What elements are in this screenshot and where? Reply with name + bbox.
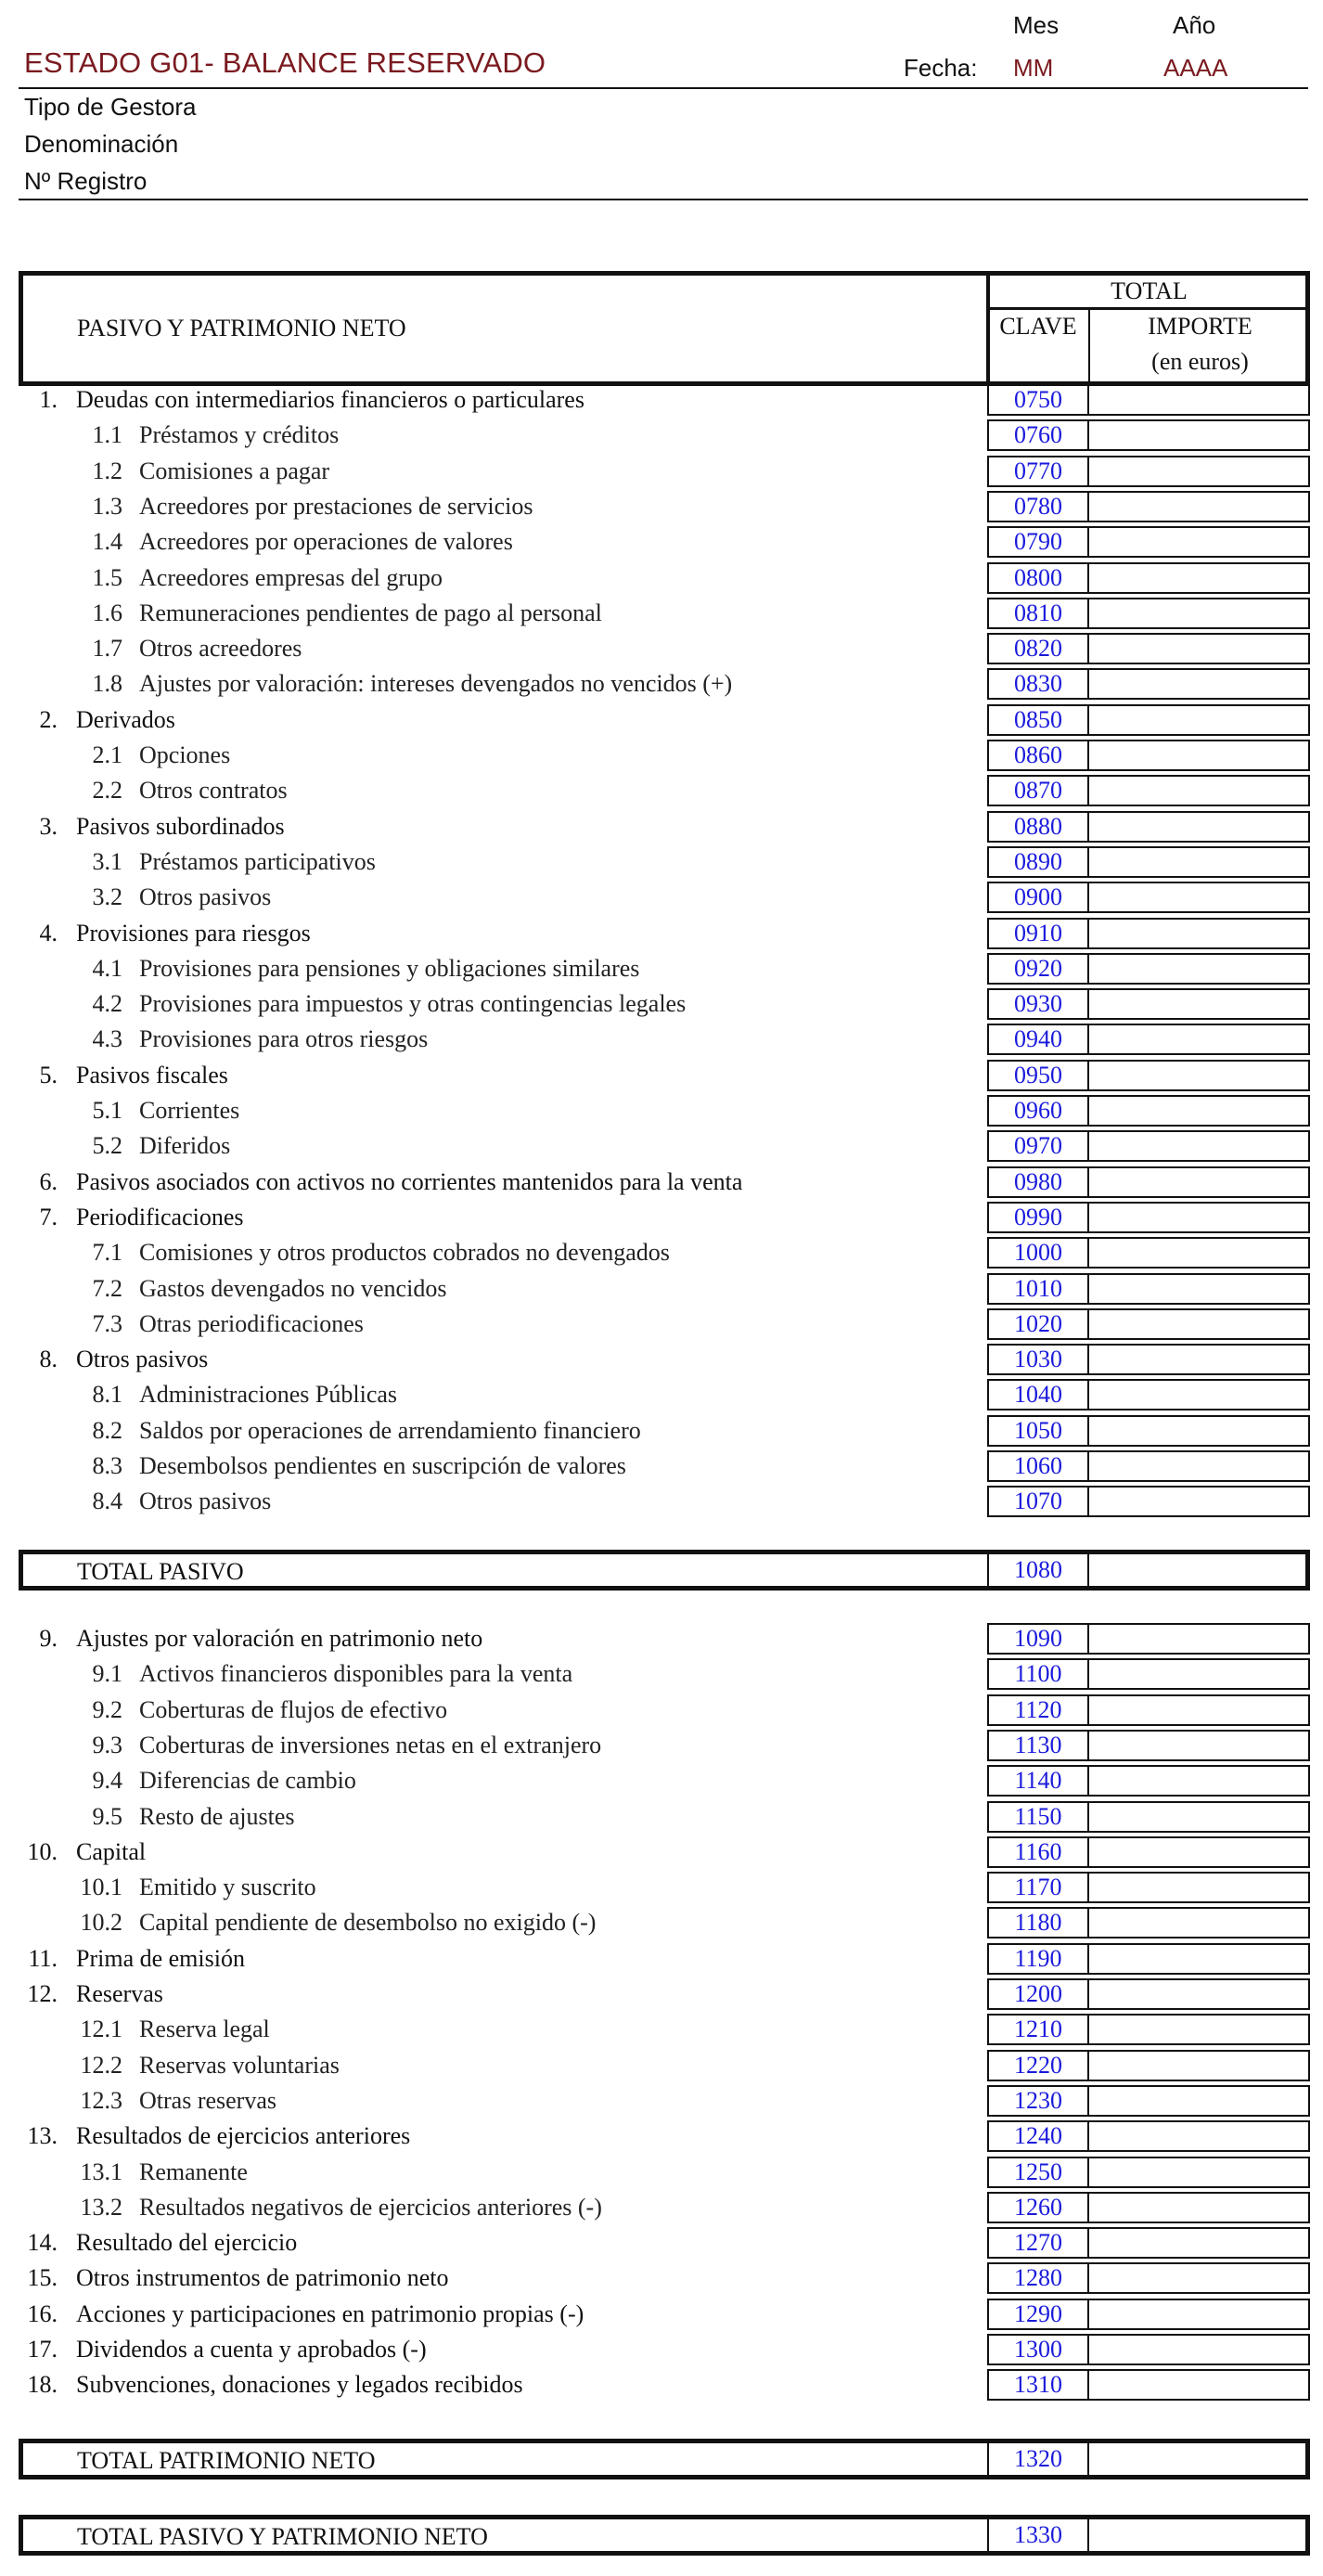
importe-input[interactable] xyxy=(1087,1130,1310,1162)
table-row xyxy=(19,1656,1310,1692)
row-number: 5. xyxy=(39,1061,58,1088)
importe-input[interactable] xyxy=(1087,1344,1310,1375)
table-row xyxy=(19,844,1310,880)
table-row xyxy=(19,1377,1310,1412)
importe-input[interactable] xyxy=(1087,526,1310,558)
row-number: 2.1 xyxy=(92,741,122,768)
importe-input[interactable] xyxy=(1087,2157,1310,2188)
importe-input[interactable] xyxy=(1087,2227,1310,2259)
clave-cell: 0850 xyxy=(987,704,1089,736)
row-number: 3.2 xyxy=(92,883,122,911)
row-number: 14. xyxy=(27,2229,58,2257)
row-label: Diferencias de cambio xyxy=(139,1767,356,1795)
clave-cell: 1020 xyxy=(987,1308,1089,1340)
clave-cell: 1250 xyxy=(987,2157,1089,2188)
clave-cell: 1160 xyxy=(987,1836,1089,1868)
row-number: 4. xyxy=(39,919,58,947)
row-number: 1.1 xyxy=(92,421,122,449)
importe-input[interactable] xyxy=(1087,882,1310,913)
row-number: 1. xyxy=(39,386,58,413)
importe-input[interactable] xyxy=(1087,1273,1310,1305)
row-number: 10.1 xyxy=(80,1874,122,1901)
clave-cell: 0820 xyxy=(987,633,1089,664)
clave-cell: 1180 xyxy=(987,1907,1089,1938)
row-label: Comisiones y otros productos cobrados no devengados xyxy=(139,1239,670,1267)
table-row xyxy=(19,2048,1310,2083)
clave-cell: 1220 xyxy=(987,2050,1089,2081)
row-number: 15. xyxy=(27,2264,58,2292)
clave-cell: 0960 xyxy=(987,1095,1089,1127)
table-row xyxy=(19,2083,1310,2119)
table-row xyxy=(19,809,1310,844)
clave-cell: 0890 xyxy=(987,846,1089,878)
total-pasivo-patrimonio-label: TOTAL PASIVO Y PATRIMONIO NETO xyxy=(77,2523,488,2550)
table-row xyxy=(19,1128,1310,1164)
importe-input[interactable] xyxy=(1087,491,1310,522)
ano-label: Año xyxy=(1173,11,1216,39)
table-row xyxy=(19,2012,1310,2047)
clave-cell: 1190 xyxy=(987,1943,1089,1975)
table-row xyxy=(19,596,1310,631)
clave-cell: 0860 xyxy=(987,740,1089,771)
clave-cell: 1130 xyxy=(987,1730,1089,1761)
importe-input[interactable] xyxy=(1087,1202,1310,1233)
table-row xyxy=(19,1271,1310,1307)
table-row xyxy=(19,631,1310,666)
table-row xyxy=(19,1484,1310,1519)
table-row xyxy=(19,1165,1310,1200)
clave-cell: 0810 xyxy=(987,598,1089,629)
table-row xyxy=(19,560,1310,596)
importe-input[interactable] xyxy=(1087,2192,1310,2223)
table-row xyxy=(19,1763,1310,1798)
importe-input[interactable] xyxy=(1087,918,1310,949)
row-number: 6. xyxy=(39,1167,58,1195)
clave-cell: 1200 xyxy=(987,1978,1089,2010)
table-row xyxy=(19,1307,1310,1342)
importe-input[interactable] xyxy=(1087,1943,1310,1975)
row-label: Provisiones para pensiones y obligaciones similares xyxy=(139,954,640,982)
clave-cell: 0970 xyxy=(987,1130,1089,1162)
registro-label: Nº Registro xyxy=(24,167,148,195)
row-number: 7.3 xyxy=(92,1309,122,1337)
row-label: Corrientes xyxy=(139,1097,240,1124)
table-row xyxy=(19,738,1310,773)
importe-input[interactable] xyxy=(1087,811,1310,843)
row-label: Otros instrumentos de patrimonio neto xyxy=(76,2264,449,2292)
row-label: Prima de emisión xyxy=(76,1944,245,1972)
table-row xyxy=(19,2260,1310,2296)
row-number: 12. xyxy=(27,1980,58,2007)
importe-input[interactable] xyxy=(1087,1486,1310,1517)
tipo-gestora-label: Tipo de Gestora xyxy=(24,93,197,121)
clave-cell: 0940 xyxy=(987,1024,1089,1055)
row-number: 1.4 xyxy=(92,528,122,556)
importe-input[interactable] xyxy=(1087,1730,1310,1761)
row-label: Acreedores empresas del grupo xyxy=(139,563,443,591)
table-row xyxy=(19,1022,1310,1057)
row-number: 5.2 xyxy=(92,1132,122,1160)
table-row xyxy=(19,2367,1310,2402)
importe-input[interactable] xyxy=(1087,1694,1310,1726)
row-label: Desembolsos pendientes en suscripción de valores xyxy=(139,1452,626,1479)
row-label: Emitido y suscrito xyxy=(139,1874,316,1901)
table-row xyxy=(19,2119,1310,2154)
denominacion-label: Denominación xyxy=(24,130,179,158)
importe-input[interactable] xyxy=(1087,633,1310,664)
row-number: 4.1 xyxy=(92,954,122,982)
row-label: Reserva legal xyxy=(139,2016,270,2043)
row-label: Derivados xyxy=(76,705,175,733)
importe-input[interactable] xyxy=(1087,988,1310,1020)
row-label: Capital pendiente de desembolso no exigido (-) xyxy=(139,1909,597,1937)
table-row xyxy=(19,1977,1310,2012)
row-number: 2. xyxy=(39,705,58,733)
table-row xyxy=(19,1835,1310,1870)
clave-cell: 0880 xyxy=(987,811,1089,843)
table-row xyxy=(19,1200,1310,1235)
row-number: 1.3 xyxy=(92,492,122,520)
row-number: 1.5 xyxy=(92,563,122,591)
row-number: 1.2 xyxy=(92,457,122,484)
table-row xyxy=(19,1870,1310,1905)
row-number: 12.3 xyxy=(80,2086,122,2114)
fecha-label: Fecha: xyxy=(904,54,978,82)
importe-input[interactable] xyxy=(1087,2334,1310,2365)
clave-cell: 1050 xyxy=(987,1415,1089,1447)
importe-input[interactable] xyxy=(1087,1623,1310,1655)
total-pasivo-patrimonio-clave: 1330 xyxy=(987,2515,1089,2556)
row-label: Acciones y participaciones en patrimonio propias (-) xyxy=(76,2299,584,2327)
row-number: 7. xyxy=(39,1203,58,1230)
importe-input[interactable] xyxy=(1087,1801,1310,1833)
table-row xyxy=(19,2225,1310,2260)
ano-field[interactable]: AAAA xyxy=(1163,54,1228,82)
header-bottom-divider xyxy=(19,199,1308,200)
table-row xyxy=(19,1413,1310,1449)
clave-cell: 1280 xyxy=(987,2262,1089,2294)
row-number: 12.2 xyxy=(80,2051,122,2079)
row-label: Ajustes por valoración: intereses devengados no vencidos (+) xyxy=(139,670,733,698)
row-label: Otras reservas xyxy=(139,2086,276,2114)
importe-input[interactable] xyxy=(1087,1978,1310,2010)
row-label: Diferidos xyxy=(139,1132,231,1160)
importe-input[interactable] xyxy=(1087,2050,1310,2081)
clave-cell: 0750 xyxy=(987,384,1089,416)
table-row xyxy=(19,2332,1310,2367)
total-patrimonio-row xyxy=(19,2439,1310,2479)
row-label: Ajustes por valoración en patrimonio neto xyxy=(76,1625,483,1652)
row-number: 3. xyxy=(39,812,58,840)
row-label: Préstamos y créditos xyxy=(139,421,340,449)
importe-input[interactable] xyxy=(1087,419,1310,451)
row-number: 13. xyxy=(27,2122,58,2150)
importe-input[interactable] xyxy=(1087,598,1310,629)
clave-cell: 1310 xyxy=(987,2369,1089,2401)
clave-cell: 1070 xyxy=(987,1486,1089,1517)
clave-cell: 1260 xyxy=(987,2192,1089,2223)
clave-cell: 0830 xyxy=(987,668,1089,700)
page-title: ESTADO G01- BALANCE RESERVADO xyxy=(24,46,546,79)
clave-cell: 0990 xyxy=(987,1202,1089,1233)
row-label: Otros pasivos xyxy=(139,883,272,911)
importe-input[interactable] xyxy=(1087,1658,1310,1690)
importe-input[interactable] xyxy=(1087,2014,1310,2045)
clave-cell: 0800 xyxy=(987,562,1089,594)
total-patrimonio-clave: 1320 xyxy=(987,2439,1089,2479)
row-number: 5.1 xyxy=(92,1097,122,1124)
importe-heading: IMPORTE xyxy=(1148,313,1252,340)
clave-cell: 1120 xyxy=(987,1694,1089,1726)
table-row xyxy=(19,986,1310,1022)
importe-input[interactable] xyxy=(1087,1450,1310,1482)
clave-cell: 1040 xyxy=(987,1379,1089,1410)
row-number: 1.6 xyxy=(92,599,122,626)
mes-field[interactable]: MM xyxy=(1013,54,1054,82)
total-heading: TOTAL xyxy=(1111,277,1188,304)
table-row xyxy=(19,880,1310,915)
row-label: Dividendos a cuenta y aprobados (-) xyxy=(76,2336,427,2363)
row-label: Pasivos fiscales xyxy=(76,1061,228,1088)
row-label: Deudas con intermediarios financieros o particulares xyxy=(76,386,584,413)
clave-cell: 1150 xyxy=(987,1801,1089,1833)
row-number: 4.3 xyxy=(92,1025,122,1053)
importe-input[interactable] xyxy=(1087,1765,1310,1797)
importe-input[interactable] xyxy=(1087,1024,1310,1055)
row-number: 13.2 xyxy=(80,2193,122,2221)
row-number: 8.1 xyxy=(92,1381,122,1409)
importe-input[interactable] xyxy=(1087,2085,1310,2117)
row-label: Provisiones para riesgos xyxy=(76,919,311,947)
row-label: Comisiones a pagar xyxy=(139,457,330,484)
row-number: 2.2 xyxy=(92,777,122,805)
row-number: 9.4 xyxy=(92,1767,122,1795)
table-row xyxy=(19,2190,1310,2225)
row-label: Otros contratos xyxy=(139,777,288,805)
importe-input[interactable] xyxy=(1087,668,1310,700)
clave-cell: 0950 xyxy=(987,1060,1089,1091)
clave-cell: 0900 xyxy=(987,882,1089,913)
row-number: 7.1 xyxy=(92,1239,122,1267)
clave-cell: 1100 xyxy=(987,1658,1089,1690)
total-underline xyxy=(988,307,1310,310)
table-row xyxy=(19,2297,1310,2332)
row-number: 13.1 xyxy=(80,2157,122,2185)
importe-input[interactable] xyxy=(1087,1308,1310,1340)
clave-cell: 0980 xyxy=(987,1166,1089,1198)
row-label: Coberturas de flujos de efectivo xyxy=(139,1695,448,1723)
clave-cell: 1010 xyxy=(987,1273,1089,1305)
importe-input[interactable] xyxy=(1087,2120,1310,2152)
row-label: Provisiones para impuestos y otras contingencias legales xyxy=(139,990,687,1018)
row-label: Préstamos participativos xyxy=(139,847,376,875)
importe-input[interactable] xyxy=(1087,1907,1310,1938)
header-divider xyxy=(19,87,1308,89)
importe-input[interactable] xyxy=(1087,2369,1310,2401)
clave-cell: 1230 xyxy=(987,2085,1089,2117)
importe-input[interactable] xyxy=(1087,704,1310,736)
table-row xyxy=(19,1693,1310,1728)
table-row xyxy=(19,1342,1310,1377)
table-row xyxy=(19,666,1310,702)
clave-heading: CLAVE xyxy=(999,313,1077,340)
row-number: 9. xyxy=(39,1625,58,1652)
importe-input[interactable] xyxy=(1087,1095,1310,1127)
clave-cell: 1210 xyxy=(987,2014,1089,2045)
mes-label: Mes xyxy=(1013,11,1060,39)
importe-input[interactable] xyxy=(1087,384,1310,416)
table-row xyxy=(19,1621,1310,1656)
clave-cell: 1060 xyxy=(987,1450,1089,1482)
clave-cell: 1240 xyxy=(987,2120,1089,2152)
total-pasivo-clave: 1080 xyxy=(987,1550,1089,1591)
table-row xyxy=(19,1728,1310,1763)
row-number: 16. xyxy=(27,2299,58,2327)
clave-cell: 1000 xyxy=(987,1237,1089,1269)
row-label: Pasivos asociados con activos no corrientes mantenidos para la venta xyxy=(76,1167,743,1195)
clave-cell: 0770 xyxy=(987,456,1089,487)
clave-cell: 0790 xyxy=(987,526,1089,558)
clave-cell: 1090 xyxy=(987,1623,1089,1655)
row-label: Gastos devengados no vencidos xyxy=(139,1274,447,1302)
table-row xyxy=(19,1799,1310,1835)
table-row xyxy=(19,1058,1310,1093)
row-number: 1.8 xyxy=(92,670,122,698)
row-number: 17. xyxy=(27,2336,58,2363)
row-number: 9.5 xyxy=(92,1802,122,1830)
row-number: 1.7 xyxy=(92,635,122,663)
table-row xyxy=(19,916,1310,951)
clave-cell: 1270 xyxy=(987,2227,1089,2259)
table-row xyxy=(19,2155,1310,2190)
table-row xyxy=(19,454,1310,489)
clave-cell: 0930 xyxy=(987,988,1089,1020)
importe-unit: (en euros) xyxy=(1151,348,1249,375)
row-number: 3.1 xyxy=(92,847,122,875)
row-number: 8. xyxy=(39,1346,58,1373)
row-number: 4.2 xyxy=(92,990,122,1018)
table-header xyxy=(19,271,1310,386)
importe-input[interactable] xyxy=(1087,1379,1310,1410)
table-row xyxy=(19,1093,1310,1128)
row-label: Periodificaciones xyxy=(76,1203,244,1230)
table-row xyxy=(19,382,1310,418)
row-number: 9.1 xyxy=(92,1660,122,1688)
table-row xyxy=(19,1235,1310,1270)
clave-cell: 0910 xyxy=(987,918,1089,949)
row-label: Otros acreedores xyxy=(139,635,302,663)
table-row xyxy=(19,489,1310,524)
table-row xyxy=(19,524,1310,560)
row-number: 7.2 xyxy=(92,1274,122,1302)
row-label: Capital xyxy=(76,1837,147,1865)
table-row xyxy=(19,1905,1310,1940)
importe-input[interactable] xyxy=(1087,1166,1310,1198)
clave-cell: 1170 xyxy=(987,1872,1089,1903)
row-label: Acreedores por prestaciones de servicios xyxy=(139,492,533,520)
table-row xyxy=(19,1449,1310,1484)
total-pasivo-row xyxy=(19,1550,1310,1591)
row-number: 10. xyxy=(27,1837,58,1865)
row-label: Resultado del ejercicio xyxy=(76,2229,298,2257)
row-number: 9.3 xyxy=(92,1731,122,1758)
row-label: Acreedores por operaciones de valores xyxy=(139,528,513,556)
row-label: Remuneraciones pendientes de pago al personal xyxy=(139,599,602,626)
clave-cell: 0760 xyxy=(987,419,1089,451)
table-row xyxy=(19,773,1310,808)
table-row xyxy=(19,951,1310,986)
row-label: Otros pasivos xyxy=(76,1346,209,1373)
table-row xyxy=(19,702,1310,738)
importe-input[interactable] xyxy=(1087,456,1310,487)
row-label: Reservas voluntarias xyxy=(139,2051,340,2079)
importe-input[interactable] xyxy=(1087,775,1310,806)
row-label: Resultados de ejercicios anteriores xyxy=(76,2122,411,2150)
row-label: Resultados negativos de ejercicios anteriores (-) xyxy=(139,2193,602,2221)
total-pasivo-label: TOTAL PASIVO xyxy=(77,1558,244,1585)
row-label: Opciones xyxy=(139,741,231,768)
row-number: 12.1 xyxy=(80,2016,122,2043)
importe-input[interactable] xyxy=(1087,846,1310,878)
row-label: Saldos por operaciones de arrendamiento financiero xyxy=(139,1416,641,1444)
clave-cell: 0780 xyxy=(987,491,1089,522)
clave-cell: 1140 xyxy=(987,1765,1089,1797)
row-label: Reservas xyxy=(76,1980,163,2007)
row-label: Resto de ajustes xyxy=(139,1802,295,1830)
row-number: 8.2 xyxy=(92,1416,122,1444)
row-label: Remanente xyxy=(139,2157,248,2185)
clave-cell: 0870 xyxy=(987,775,1089,806)
row-label: Pasivos subordinados xyxy=(76,812,285,840)
importe-input[interactable] xyxy=(1087,1415,1310,1447)
importe-input[interactable] xyxy=(1087,1237,1310,1269)
total-pasivo-patrimonio-row xyxy=(19,2515,1310,2556)
section-title: PASIVO Y PATRIMONIO NETO xyxy=(77,315,406,341)
importe-input[interactable] xyxy=(1087,2299,1310,2330)
row-label: Coberturas de inversiones netas en el extranjero xyxy=(139,1731,602,1758)
importe-input[interactable] xyxy=(1087,1836,1310,1868)
row-label: Otras periodificaciones xyxy=(139,1309,364,1337)
row-number: 11. xyxy=(28,1944,58,1972)
importe-input[interactable] xyxy=(1087,562,1310,594)
row-number: 8.4 xyxy=(92,1488,122,1515)
row-number: 10.2 xyxy=(80,1909,122,1937)
clave-cell: 1030 xyxy=(987,1344,1089,1375)
row-label: Subvenciones, donaciones y legados recibidos xyxy=(76,2371,523,2399)
table-row xyxy=(19,1941,1310,1977)
clave-cell: 1290 xyxy=(987,2299,1089,2330)
total-patrimonio-label: TOTAL PATRIMONIO NETO xyxy=(77,2447,376,2474)
row-number: 8.3 xyxy=(92,1452,122,1479)
importe-input[interactable] xyxy=(1087,1060,1310,1091)
table-row xyxy=(19,418,1310,453)
importe-input[interactable] xyxy=(1087,740,1310,771)
row-label: Administraciones Públicas xyxy=(139,1381,398,1409)
clave-cell: 0920 xyxy=(987,953,1089,985)
clave-cell: 1300 xyxy=(987,2334,1089,2365)
row-number: 18. xyxy=(27,2371,58,2399)
row-label: Otros pasivos xyxy=(139,1488,272,1515)
row-label: Activos financieros disponibles para la venta xyxy=(139,1660,573,1688)
row-number: 9.2 xyxy=(92,1695,122,1723)
importe-input[interactable] xyxy=(1087,2262,1310,2294)
importe-input[interactable] xyxy=(1087,1872,1310,1903)
row-label: Provisiones para otros riesgos xyxy=(139,1025,429,1053)
importe-input[interactable] xyxy=(1087,953,1310,985)
